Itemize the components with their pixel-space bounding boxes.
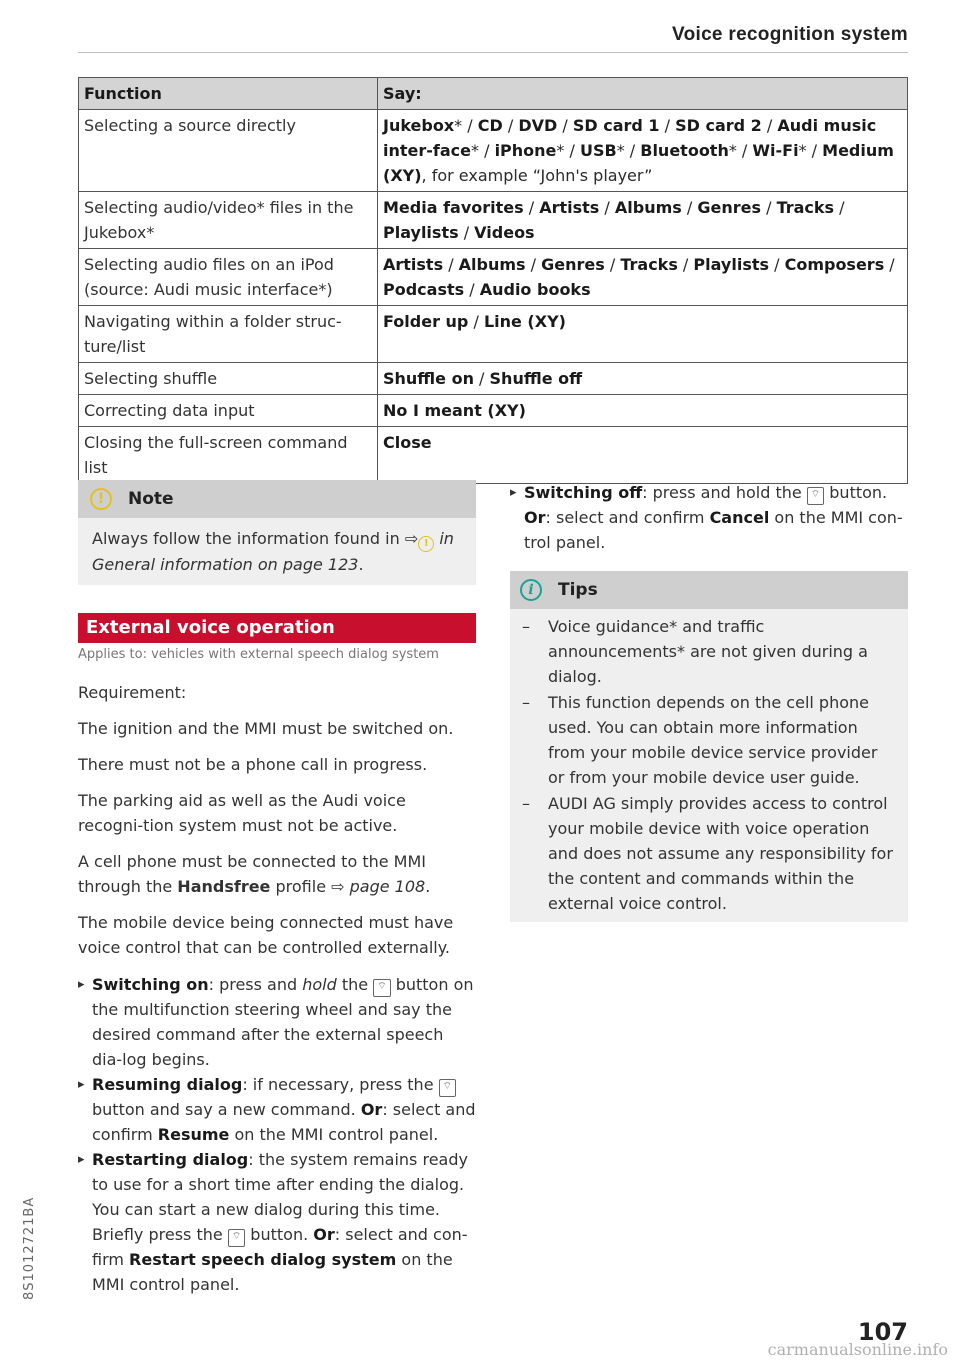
document-code: 8S1012721BA <box>22 1196 37 1300</box>
paragraph-parking-aid: The parking aid as well as the Audi voice recogni-tion system must not be active. <box>78 790 406 835</box>
paragraph-ignition: The ignition and the MMI must be switched on. <box>78 718 454 738</box>
voice-command: Shuffle on <box>383 369 474 388</box>
voice-button-icon: ⌔ <box>807 487 824 505</box>
paragraph-cell-phone: A cell phone must be connected to the MMI through the Handsfree profile ⇨ page 108. <box>78 851 431 896</box>
bullet-resuming-dialog: ▸ Resuming dialog: if necessary, press the ⌔ button and say a new command. Or: select and confirm Resume on the MMI control panel. <box>78 1072 476 1147</box>
voice-command: Close <box>383 433 432 452</box>
paragraph-requirement: Requirement: <box>78 682 187 702</box>
note-link[interactable]: in General information on page 123 <box>92 529 454 574</box>
voice-command: Medium (XY) <box>383 141 894 185</box>
voice-command: USB <box>579 141 617 160</box>
voice-command: Albums <box>614 198 682 217</box>
say-cell <box>378 192 908 249</box>
page-link[interactable]: page 108 <box>349 876 426 896</box>
separator-text: / <box>502 116 519 135</box>
info-icon: i <box>520 579 542 601</box>
function-cell: Navigating within a folder struc-ture/list <box>79 306 378 363</box>
table-row <box>79 249 908 306</box>
voice-command: Playlists <box>693 255 770 274</box>
voice-command: Artists <box>383 255 444 274</box>
voice-command: Line (XY) <box>483 312 566 331</box>
table-row <box>79 110 908 192</box>
separator-text: / <box>659 116 676 135</box>
separator-text: / <box>604 255 621 274</box>
command-table-body <box>79 110 908 484</box>
voice-command: Videos <box>474 223 535 242</box>
table-row <box>79 192 908 249</box>
voice-button-icon: ⌔ <box>373 979 390 997</box>
bullet-switching-on: ▸ Switching on: press and hold the ⌔ button on the multifunction steering wheel and say the desired command after the external speech dia-log begins. <box>78 972 476 1072</box>
command-table <box>78 77 908 484</box>
watermark: carmanualsonline.info <box>767 1340 948 1359</box>
function-cell: Selecting shuffle <box>79 363 378 395</box>
voice-command: Tracks <box>620 255 678 274</box>
separator-text: / <box>458 223 475 242</box>
bullet-switching-off: ▸ Switching off: press and hold the ⌔ button. Or: select and confirm Cancel on the MMI con-trol panel. <box>510 480 908 555</box>
separator-text: / <box>761 198 777 217</box>
separator-text: * / <box>454 116 478 135</box>
page-number: 107 <box>857 1318 908 1346</box>
function-cell: Selecting audio/video* files in the Jukebox* <box>79 192 378 249</box>
separator-text: / <box>525 255 542 274</box>
paragraph-phone-call: There must not be a phone call in progress. <box>78 754 428 774</box>
say-cell <box>378 249 908 306</box>
function-cell: Selecting audio files on an iPod (source: Audi music interface*) <box>79 249 378 306</box>
voice-command: Genres <box>541 255 605 274</box>
separator-text: / <box>681 198 698 217</box>
separator-text: / <box>464 280 480 299</box>
note-header <box>78 480 476 518</box>
separator-text: / <box>769 255 785 274</box>
separator-text: / <box>834 198 845 217</box>
table-row <box>79 395 908 427</box>
function-cell: Selecting a source directly <box>79 110 378 192</box>
tip-item: – Voice guidance* and traffic announcements* are not given during a dialog. <box>522 614 896 689</box>
voice-command: CD <box>477 116 503 135</box>
voice-command: Folder up <box>383 312 469 331</box>
function-cell: Closing the full-screen command list <box>79 427 378 484</box>
exclamation-icon: ! <box>90 488 112 510</box>
voice-command: Audi music inter-face <box>383 116 877 160</box>
separator-text: / <box>557 116 573 135</box>
separator-text: / <box>677 255 694 274</box>
separator-text: * / <box>798 141 823 160</box>
voice-button-icon: ⌔ <box>228 1229 245 1247</box>
left-column <box>78 480 476 1297</box>
voice-button-icon: ⌔ <box>439 1079 456 1097</box>
say-cell <box>378 427 908 484</box>
note-title: Note <box>128 489 174 509</box>
tips-header <box>510 571 908 609</box>
separator-text: / <box>443 255 459 274</box>
say-cell <box>378 363 908 395</box>
applies-to-text: Applies to: vehicles with external speech dialog system <box>78 646 439 662</box>
note-text: Always follow the information found in ⇨ ! in General information on page 123. <box>92 529 454 574</box>
page-header <box>78 24 908 53</box>
function-cell: Correcting data input <box>79 395 378 427</box>
voice-command: No I meant (XY) <box>383 401 526 420</box>
separator-text: * / <box>616 141 641 160</box>
voice-command: Jukebox <box>383 116 455 135</box>
voice-command: iPhone <box>494 141 557 160</box>
say-cell <box>378 110 908 192</box>
tip-item: – AUDI AG simply provides access to control your mobile device with voice operation and does not assume any responsibility for the content and commands within the external voice control. <box>522 791 896 916</box>
separator-text: * / <box>556 141 580 160</box>
table-header-row <box>79 78 908 110</box>
say-cell <box>378 395 908 427</box>
separator-text: / <box>599 198 615 217</box>
bullet-restarting-dialog: ▸ Restarting dialog: the system remains ready to use for a short time after ending the dialog. You can start a new dialog during this time. Briefly press the ⌔ button. Or: select and con-firm Restart speech dialog system on the MMI control panel. <box>78 1147 476 1297</box>
warning-ref-icon: ! <box>418 536 434 552</box>
voice-command: Genres <box>697 198 761 217</box>
voice-command: Tracks <box>776 198 835 217</box>
voice-command: Playlists <box>383 223 459 242</box>
separator-text: / <box>884 255 895 274</box>
section-title: External voice operation <box>78 613 476 643</box>
voice-command: Shuffle off <box>489 369 583 388</box>
voice-command: Media favorites <box>383 198 524 217</box>
tips-title: Tips <box>558 580 598 600</box>
voice-command: SD card 2 <box>675 116 762 135</box>
note-box <box>78 480 476 585</box>
separator-text: / <box>468 312 484 331</box>
column-header-function: Function <box>79 78 378 110</box>
separator-text: * / <box>471 141 495 160</box>
voice-command: Albums <box>458 255 526 274</box>
tip-item: – This function depends on the cell phone used. You can obtain more information from your mobile device service provider or from your mobile device user guide. <box>522 690 896 790</box>
voice-command: Artists <box>539 198 600 217</box>
table-row <box>79 306 908 363</box>
voice-command: Audio books <box>479 280 591 299</box>
voice-command: Podcasts <box>383 280 465 299</box>
voice-command: Wi-Fi <box>752 141 799 160</box>
separator-text: , for example “John's player” <box>421 166 653 185</box>
table-row <box>79 363 908 395</box>
header-title: Voice recognition system <box>672 24 908 45</box>
separator-text: / <box>473 369 490 388</box>
voice-command: Composers <box>784 255 885 274</box>
voice-command: DVD <box>518 116 558 135</box>
paragraph-mobile-device: The mobile device being connected must have voice control that can be controlled externally. <box>78 912 454 957</box>
table-row <box>79 427 908 484</box>
say-cell <box>378 306 908 363</box>
tips-box <box>510 571 908 922</box>
separator-text: / <box>523 198 540 217</box>
voice-command: SD card 1 <box>572 116 660 135</box>
column-header-say: Say: <box>378 78 908 110</box>
separator-text: / <box>761 116 778 135</box>
right-column <box>510 480 908 922</box>
tips-list <box>510 609 908 922</box>
separator-text: * / <box>728 141 753 160</box>
voice-command: Bluetooth <box>640 141 729 160</box>
